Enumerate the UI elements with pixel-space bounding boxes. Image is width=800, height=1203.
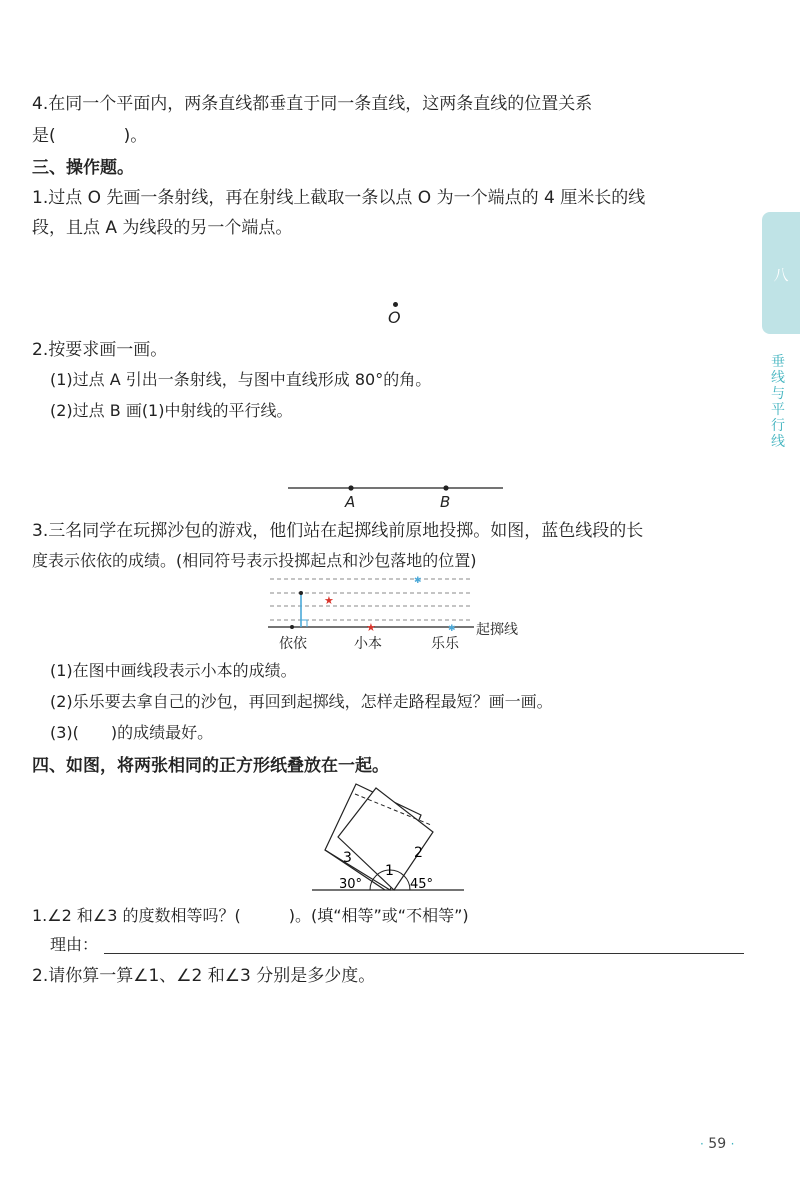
label-b: B: [440, 493, 451, 511]
p2-sub2: (2)过点 B 画(1)中射线的平行线。: [50, 401, 293, 420]
p2-sub1: (1)过点 A 引出一条射线，与图中直线形成 80°的角。: [50, 370, 432, 389]
reason-answer-line[interactable]: [104, 953, 744, 954]
chapter-side-title: 垂线与平行线: [771, 354, 785, 450]
p3-sub3: (3)( )的成绩最好。: [50, 723, 214, 742]
angle-30-label: 30°: [339, 877, 363, 892]
name-lele: 乐乐: [431, 636, 459, 652]
section-3-title: 三、操作题。: [32, 158, 134, 178]
xiaoben-landing-star: ★: [324, 594, 334, 607]
p2-title: 2.按要求画一画。: [32, 340, 168, 360]
name-yiyi: 依依: [279, 636, 307, 652]
yiyi-start: [290, 625, 294, 629]
point-b: [443, 485, 448, 490]
angle-3-label: 3: [343, 850, 352, 866]
page-number: · 59 ·: [700, 1136, 735, 1152]
section-4-title: 四、如图，将两张相同的正方形纸叠放在一起。: [32, 756, 389, 776]
name-xiaoben: 小本: [354, 636, 382, 652]
p3-line2: 度表示依依的成绩。(相同符号表示投掷起点和沙包落地的位置): [32, 551, 477, 570]
throw-figure: [268, 576, 474, 634]
start-line-label: 起掷线: [476, 622, 518, 638]
label-a: A: [345, 493, 356, 511]
angle-45-label: 45°: [410, 877, 434, 892]
p1-line1: 1.过点 O 先画一条射线，再在射线上截取一条以点 O 为一个端点的 4 厘米长的线: [32, 188, 646, 208]
s4-q2: 2.请你算一算∠1、∠2 和∠3 分别是多少度。: [32, 966, 376, 986]
p1-line2: 段，且点 A 为线段的另一个端点。: [32, 218, 293, 238]
p3-sub1: (1)在图中画线段表示小本的成绩。: [50, 661, 297, 680]
chapter-tab: [762, 212, 800, 334]
q4-line2: 是( )。: [32, 126, 148, 146]
p3-sub2: (2)乐乐要去拿自己的沙包，再回到起掷线，怎样走路程最短？画一画。: [50, 692, 553, 711]
s4-q1: 1.∠2 和∠3 的度数相等吗？( )。(填“相等”或“不相等”): [32, 906, 469, 925]
q4-line1: 4.在同一个平面内，两条直线都垂直于同一条直线，这两条直线的位置关系: [32, 94, 593, 114]
yiyi-landing: [299, 591, 303, 595]
s4-reason-label: 理由：: [50, 935, 99, 954]
point-a: [348, 485, 353, 490]
lele-landing-mark: ✱: [414, 576, 422, 586]
angle-1-label: 1: [385, 863, 394, 879]
chapter-tab-label: 八: [773, 266, 789, 284]
lele-start-mark: ✱: [448, 624, 456, 634]
point-o-label: O: [388, 308, 401, 327]
page-number-value: 59: [708, 1136, 727, 1152]
p3-line1: 3.三名同学在玩掷沙包的游戏，他们站在起掷线前原地投掷。如图，蓝色线段的长: [32, 521, 644, 541]
angle-2-label: 2: [414, 845, 423, 861]
xiaoben-start-star: ★: [366, 621, 376, 634]
